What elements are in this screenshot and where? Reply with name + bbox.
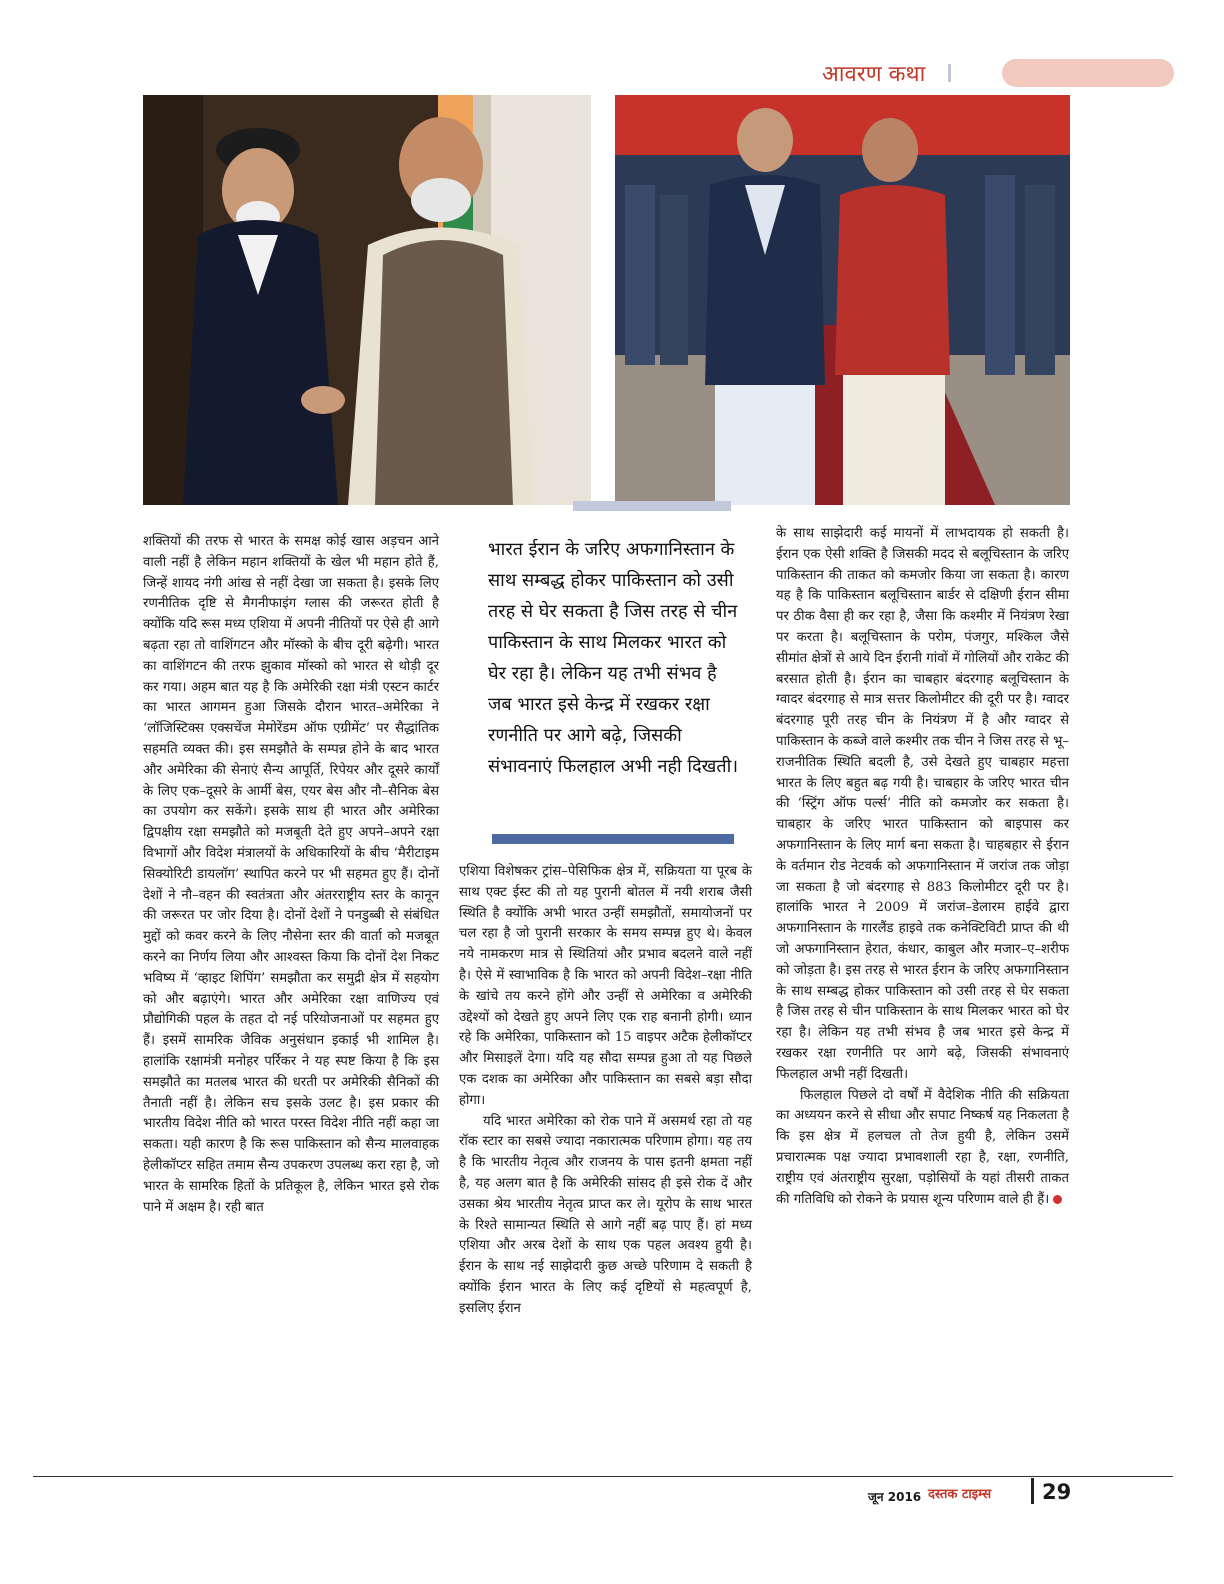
article-column-2 <box>459 862 752 1320</box>
paragraph-final <box>776 1086 1069 1211</box>
section-title: आवरण कथा <box>822 62 926 87</box>
page-number: 29 <box>1042 1480 1072 1504</box>
pullquote: भारत ईरान के जरिए अफगानिस्तान के साथ सम्बद्ध होकर पाकिस्तान को उसी तरह से घेर सकता है जिस तरह से चीन पाकिस्तान के साथ मिलकर भारत को घेर रहा है। लेकिन यह तभी संभव है जब भारत इसे केन्द्र में रखकर रक्षा रणनीति पर आगे बढ़े, जिसकी संभावनाएं फिलहाल अभी नही दिखती। <box>488 539 739 777</box>
paragraph: शक्तियों की तरफ से भारत के समक्ष कोई खास अड़चन आने वाली नहीं है लेकिन महान शक्तियों के खेल भी महान होते हैं, जिन्हें शायद नंगी आंख से नहीं देखा जा सकता है। इसके लिए रणनीतिक दृष्टि से मैगनीफाइंग ग्लास की जरूरत होती है क्योंकि यदि रूस मध्य एशिया में अपनी नीतियों पर ऐसे ही आगे बढ़ता रहा तो वाशिंगटन और मॉस्को के बीच दूरी बढ़ेगी। भारत का वाशिंगटन की तरफ झुकाव मॉस्को को भारत से थोड़ी दूर कर गया। अहम बात यह है कि अमेरिकी रक्षा मंत्री एस्टन कार्टर का भारत आगमन हुआ जिसके दौरान भारत–अमेरिका ने ‘लॉजिस्टिक्स एक्सचेंज मेमोरेंडम ऑफ एग्रीमेंट’ पर सैद्धांतिक सहमति व्यक्त की। इस समझौते के सम्पन्न होने के बाद भारत और अमेरिका की सेनाएं सैन्य आपूर्ति, रिपेयर और दूसरे कार्यों के लिए एक–दूसरे के आर्मी बेस, एयर बेस और नौ–सैनिक बेस का उपयोग कर सकेंगे। इसके साथ ही भारत और अमेरिका द्विपक्षीय रक्षा समझौते को मजबूती देते हुए अपने–अपने रक्षा विभागों और विदेश मंत्रालयों के अधिकारियों के बीच ‘मैरीटाइम सिक्योरिटी डायलॉग’ स्थापित करने पर भी सहमत हुए हैं। दोनों देशों ने नौ–वहन की स्वतंत्रता और अंतरराष्ट्रीय स्तर के कानून की जरूरत पर जोर दिया है। दोनों देशों ने पनडुब्बी से संबंधित मुद्दों को कवर करने के लिए नौसेना स्तर की वार्ता को मजबूत करने का निर्णय लिया और आश्वस्त किया कि दोनों देश निकट भविष्य में ‘व्हाइट शिपिंग’ समझौता कर समुद्री क्षेत्र में सहयोग को और बढ़ाएंगे। भारत और अमेरिका रक्षा वाणिज्य एवं प्रौद्योगिकी पहल के तहत दो नई परियोजनाओं पर सहमत हुए हैं। इसमें सामरिक जैविक अनुसंधान इकाई भी शामिल है। हालांकि रक्षामंत्री मनोहर पर्रिकर ने यह स्पष्ट किया है कि इस समझौते का मतलब भारत की धरती पर अमेरिकी सैनिकों की तैनाती नहीं है। लेकिन सच इसके उलट है। इस प्रकार की भारतीय विदेश नीति को भारत परस्त विदेश नीति नहीं कहा जा सकता। यही कारण है कि रूस पाकिस्तान को सैन्य मालवाहक हेलीकॉप्टर सहित तमाम सैन्य उपकरण उपलब्ध करा रहा है, जो भारत के सामरिक हितों के प्रतिकूल है, लेकिन भारत इसे रोक पाने में अक्षम है। रही बात <box>143 534 439 1215</box>
photo-red-carpet <box>615 95 1070 505</box>
paragraph: के साथ साझेदारी कई मायनों में लाभदायक हो सकती है। ईरान एक ऐसी शक्ति है जिसकी मदद से बलूचिस्तान के जरिए पाकिस्तान की ताकत को कमजोर किया जा सकता है। कारण यह है कि पाकिस्तान बलूचिस्तान बार्डर से दक्षिणी ईरान सीमा पर ठीक वैसा ही कर रहा है, जैसा कि कश्मीर में नियंत्रण रेखा पर करता है। बलूचिस्तान के परोम, पंजगुर, मश्किल जैसे सीमांत क्षेत्रों से आये दिन ईरानी गांवों में गोलियों और राकेट की बरसात होती है। ईरान का चाबहार बंदरगाह बलूचिस्तान के ग्वादर बंदरगाह से मात्र सत्तर किलोमीटर की दूरी पर है। ग्वादर बंदरगाह पूरी तरह चीन के नियंत्रण में है और ग्वादर से पाकिस्तान के कब्जे वाले कश्मीर तक चीन ने जिस तरह से भू–राजनीतिक स्थिति बदली है, उसे देखते हुए चाबहार महत्ता भारत के लिए बहुत बढ़ गयी है। चाबहार के जरिए भारत चीन की ‘स्ट्रिंग ऑफ पर्ल्स’ नीति को कमजोर कर सकता है। चाबहार के जरिए भारत पाकिस्तान को बाइपास कर अफगानिस्तान के लिए मार्ग बना सकता है। चाहबहार से ईरान के वर्तमान रोड नेटवर्क को अफगानिस्तान में जरांज तक जोड़ा जा सकता है जो बंदरगाह से 883 किलोमीटर दूरी पर है। हालांकि भारत ने 2009 में जरांज–डेलारम हाईवे द्वारा अफगानिस्तान के गारलैंड हाइवे तक कनेक्टिविटी प्राप्त की थी जो अफगानिस्तान हेरात, कंधार, काबुल और मजार–ए–शरीफ को जोड़ता है। इस तरह से भारत ईरान के जरिए अफगानिस्तान के साथ सम्बद्ध होकर पाकिस्तान को उसी तरह से घेर सकता है जिस तरह से चीन पाकिस्तान के साथ मिलकर भारत को घेर रहा है। लेकिन यह तभी संभव है जब भारत इसे केन्द्र में रखकर रक्षा रणनीति पर आगे बढ़े, जिसकी संभावनाएं फिलहाल अभी नहीं दिखती। <box>776 526 1069 1082</box>
issue-date: जून 2016 <box>868 1490 922 1504</box>
pullquote-bottom-rule <box>492 834 734 844</box>
paragraph-text: फिलहाल पिछले दो वर्षों में वैदेशिक नीति की सक्रियता का अध्ययन करने से सीधा और सपाट निष्कर्ष यह निकलता है कि इस क्षेत्र में हलचल तो तेज हुयी है, लेकिन उसमें प्रचारात्मक पक्ष ज्यादा प्रभावशाली रहा है, रक्षा, रणनीति, राष्ट्रीय एवं अंतराष्ट्रीय सुरक्षा, पड़ोसियों के यहां तीसरी ताकत की गतिविधि को रोकने के प्रयास शून्य परिणाम वाले ही हैं। <box>776 1087 1069 1207</box>
magazine-logo: दस्तक टाइम्स <box>928 1487 992 1502</box>
footer-separator <box>1031 1478 1034 1504</box>
header-pill-decoration <box>1002 59 1174 87</box>
pullquote-top-rule <box>573 501 731 511</box>
paragraph: यदि भारत अमेरिका को रोक पाने में असमर्थ रहा तो यह रॉक स्टार का सबसे ज्यादा नकारात्मक परिणाम होगा। यह तय है कि भारतीय नेतृत्व और राजनय के पास इतनी क्षमता नहीं है, यह अलग बात है कि अमेरिकी सांसद ही इसे रोक दें और उसका श्रेय भारतीय नेतृत्व प्राप्त कर ले। यूरोप के साथ भारत के रिश्ते सामान्यत स्थिति से आगे नहीं बढ़ पाए हैं। हां मध्य एशिया और अरब देशों के साथ एक पहल अवश्य हुयी है। ईरान के साथ नई साझेदारी कुछ अच्छे परिणाम दे सकती है क्योंकि ईरान भारत के लिए कई दृष्टियों से महत्वपूर्ण है, इसलिए ईरान <box>459 1113 752 1316</box>
footer-rule <box>33 1476 1173 1477</box>
article-column-3 <box>776 524 1069 1210</box>
header-divider <box>948 64 951 82</box>
paragraph: एशिया विशेषकर ट्रांस–पेसिफिक क्षेत्र में, सक्रियता या पूरब के साथ एक्ट ईस्ट की तो यह पुरानी बोतल में नयी शराब जैसी स्थिति है क्योंकि अभी भारत उन्हीं समझौतों, समायोजनों पर चल रहा है जो पुरानी सरकार के समय सम्पन्न हुए थे। केवल नये नामकरण मात्र से स्थितियां और प्रभाव बदलने वाले नहीं है। ऐसे में स्वाभाविक है कि भारत को अपनी विदेश–रक्षा नीति के खांचे तय करने होंगे और उन्हीं से अमेरिका व अमेरिकी उद्देश्यों को देखते हुए अपने लिए एक राह बनानी होगी। ध्यान रहे कि अमेरिका, पाकिस्तान को 15 वाइपर अटैक हेलीकॉप्टर और मिसाइलें देगा। यदि यह सौदा सम्पन्न हुआ तो यह पिछले एक दशक का अमेरिका और पाकिस्तान का सबसे बड़ा सौदा होगा। <box>459 864 752 1108</box>
end-mark-icon <box>1053 1195 1062 1204</box>
article-column-1 <box>143 532 439 1218</box>
photo-handshake <box>143 95 591 505</box>
